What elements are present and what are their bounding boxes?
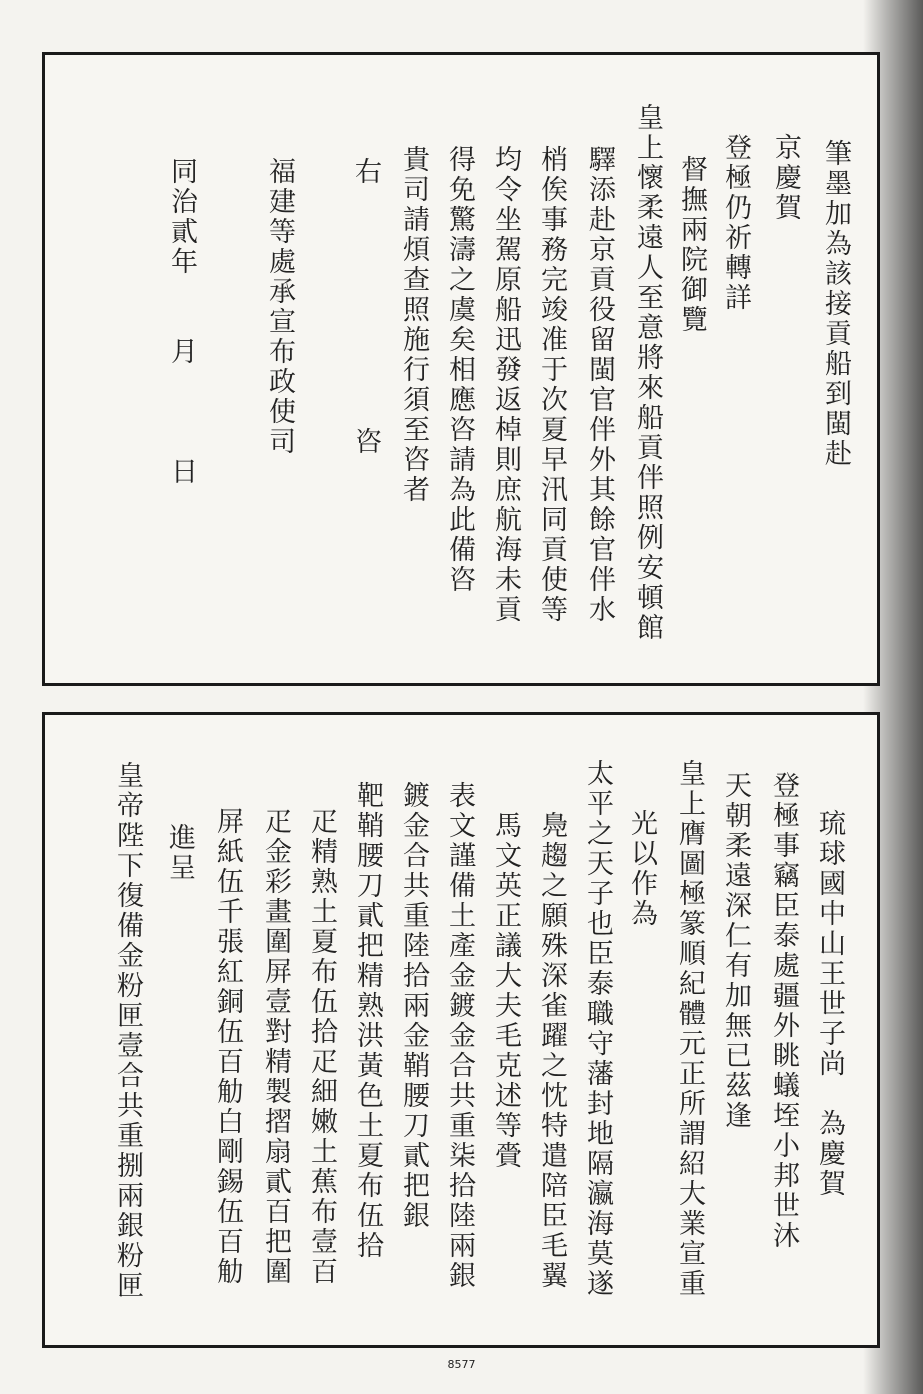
bottom-column-10: 鍍金合共重陸拾兩金鞘腰刀貳把銀 [398, 781, 429, 1231]
bottom-column-14: 屏紙伍千張紅銅伍百觔白剛錫伍百觔 [212, 807, 243, 1287]
bottom-column-12: 疋精熟土夏布伍拾疋細嫩土蕉布壹百 [306, 807, 337, 1287]
page-number: 8577 [447, 1358, 476, 1371]
top-column-3: 登極仍祈轉詳 [720, 133, 751, 313]
top-column-12: 福建等處承宣布政使司 [264, 157, 295, 457]
top-column-6: 驛添赴京貢役留閩官伴外其餘官伴水 [584, 145, 615, 625]
bottom-column-4: 皇上膺圖極篆順紀體元正所謂紹大業宣重 [674, 759, 705, 1299]
top-column-1: 筆墨加為該接貢船到閩赴 [820, 139, 851, 469]
top-column-13: 同治貳年 月 日 [166, 157, 197, 487]
bottom-column-11: 靶鞘腰刀貳把精熟洪黃色土夏布伍拾 [352, 781, 383, 1261]
bottom-column-16: 皇帝陛下復備金粉匣壹合共重捌兩銀粉匣 [112, 761, 143, 1301]
bottom-column-5: 光以作為 [626, 809, 657, 929]
top-column-9: 得免驚濤之虞矣相應咨請為此備咨 [444, 145, 475, 595]
bottom-column-1: 琉球國中山王世子尚 為慶賀 [814, 809, 845, 1199]
bottom-columns [45, 715, 877, 1345]
bottom-column-13: 疋金彩畫圍屏壹對精製摺扇貳百把圍 [260, 807, 291, 1287]
top-column-2: 京慶賀 [770, 133, 801, 223]
top-column-10: 貴司請煩查照施行須至咨者 [398, 145, 429, 505]
bottom-column-8: 馬文英正議大夫毛克述等賫 [490, 811, 521, 1171]
bottom-column-15: 進呈 [164, 823, 195, 883]
bottom-document-panel [42, 712, 880, 1348]
top-document-panel [42, 52, 880, 686]
top-column-11: 右 咨 [350, 157, 381, 457]
bottom-column-9: 表文謹備土產金鍍金合共重柒拾陸兩銀 [444, 781, 475, 1291]
top-column-7: 梢俟事務完竣准于次夏早汛同貢使等 [536, 145, 567, 625]
bottom-column-3: 天朝柔遠深仁有加無已茲逢 [720, 771, 751, 1131]
bottom-column-6: 太平之天子也臣泰職守藩封地隔瀛海莫遂 [582, 759, 613, 1299]
bottom-column-2: 登極事竊臣泰處疆外眺蟻垤小邦世沐 [768, 771, 799, 1251]
bottom-column-7: 鳧趨之願殊深雀躍之忱特遣陪臣毛翼 [536, 811, 567, 1291]
top-column-5: 皇上懷柔遠人至意將來船貢伴照例安頓館 [632, 103, 663, 643]
top-column-8: 均令坐駕原船迅發返棹則庶航海未貢 [490, 145, 521, 625]
top-column-4: 督撫兩院御覽 [676, 155, 707, 335]
top-columns [45, 55, 877, 683]
